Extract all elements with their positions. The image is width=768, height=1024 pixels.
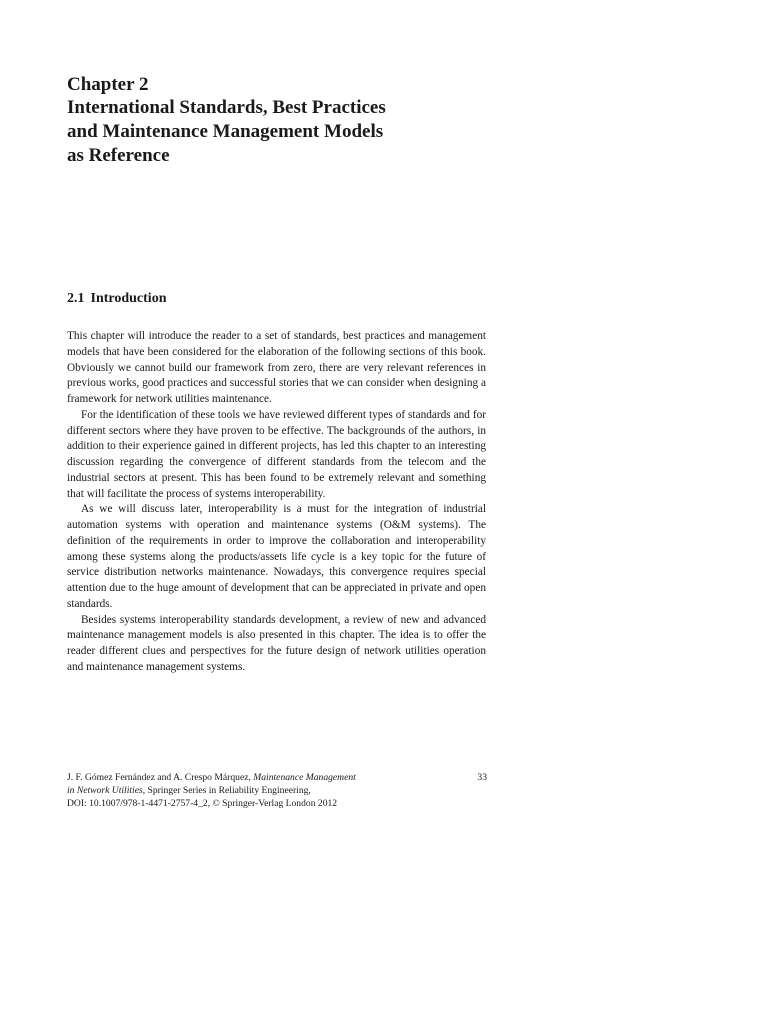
body-text (67, 329, 486, 676)
chapter-title-line: as Reference (67, 145, 170, 166)
citation-footer (67, 771, 487, 810)
footer-book-title-2: in Network Utilities (67, 785, 143, 796)
footer-authors: J. F. Gómez Fernández and A. Crespo Márquez, (67, 772, 254, 783)
footer-book-title-1: Maintenance Management (253, 772, 356, 783)
paragraph: Besides systems interoperability standards development, a review of new and advanced maintenance management models is also presented in this chapter. The idea is to offer the reader different clues and perspectives for the future design of network utilities operation and maintenance management systems. (67, 613, 486, 673)
chapter-title (67, 96, 527, 168)
page-number: 33 (477, 772, 487, 783)
paragraph: As we will discuss later, interoperability is a must for the integration of industrial automation systems with operation and maintenance systems (O&M systems). The definition of the requirements in order to improve the collaboration and interoperability among these systems along the products/assets life cycle is a key topic for the future of service distribution networks maintenance. Nowadays, this convergence requires special attention due to the huge amount of development that can be appreciated in private and open standards. (67, 503, 486, 610)
section-heading (67, 290, 166, 308)
footer-line-2 (67, 784, 487, 797)
chapter-label: Chapter 2 (67, 74, 149, 95)
section-title: Introduction (90, 291, 167, 306)
paragraph: For the identification of these tools we have reviewed different types of standards and for different sectors where they have proven to be effective. The backgrounds of the authors, in addition to their experience gained in different projects, has led this chapter to an interesting discussion regarding the convergence of different standards from the telecom and the industrial sectors at present. This has been found to be extremely relevant and something that will facilitate the process of systems interoperability. (67, 408, 486, 500)
footer-doi: DOI: 10.1007/978-1-4471-2757-4_2, © Springer-Verlag London 2012 (67, 798, 338, 809)
footer-line-1 (67, 771, 487, 784)
section-number: 2.1 (67, 291, 85, 306)
chapter-title-line: and Maintenance Management Models (67, 121, 384, 142)
paragraph: This chapter will introduce the reader to a set of standards, best practices and management models that have been considered for the elaboration of the following sections of this book. Obviously we cannot build our framework from zero, there are very relevant references in previous works, good practices and successful stories that we can consider when designing a framework for network utilities maintenance. (67, 330, 486, 405)
footer-series: , Springer Series in Reliability Engineering, (142, 785, 311, 796)
chapter-title-line: International Standards, Best Practices (67, 97, 386, 118)
